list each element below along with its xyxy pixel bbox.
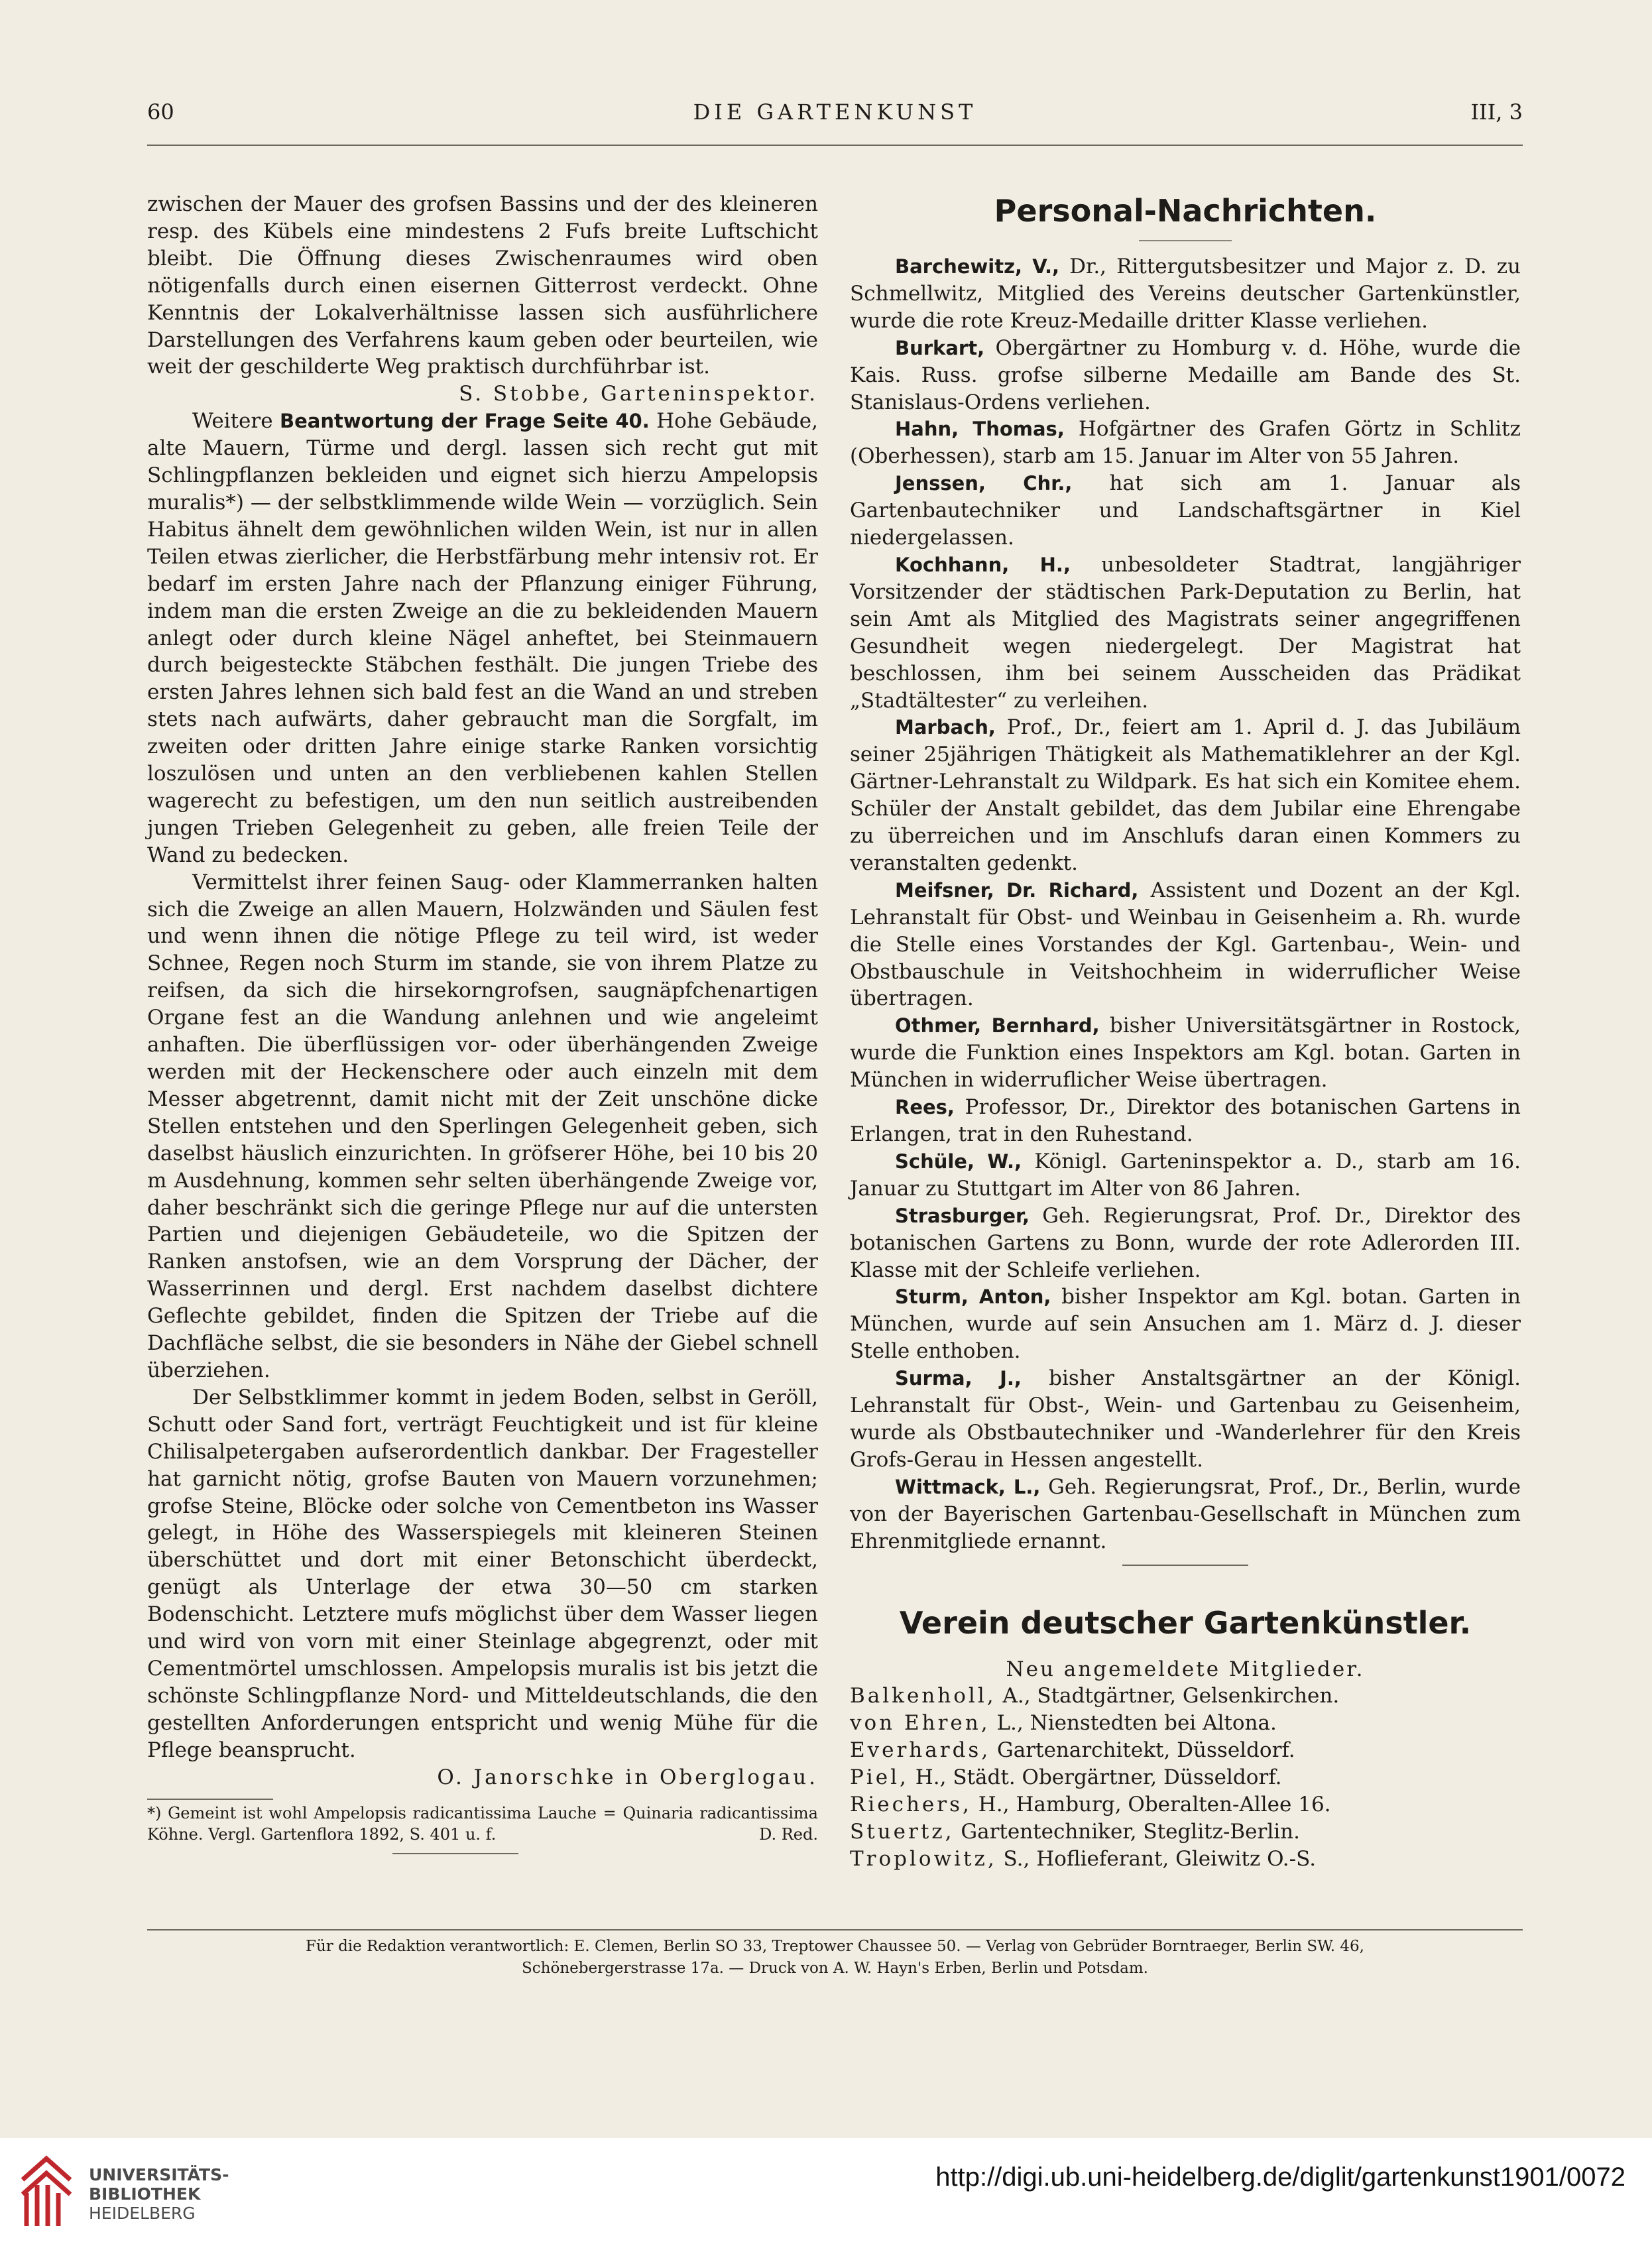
entry-name: Hahn, Thomas, [895, 418, 1065, 441]
paragraph [147, 408, 818, 868]
entry-name: Piel, [850, 1765, 909, 1790]
signature: S. Stobbe, Garteninspektor. [459, 382, 818, 406]
entry-name: Strasburger, [895, 1204, 1030, 1227]
entry [850, 1764, 1521, 1791]
entry [850, 1737, 1521, 1764]
entry-name: Troplowitz, [850, 1846, 997, 1871]
entry-name: Wittmack, L., [895, 1475, 1041, 1498]
entry-text: bisher Inspektor am Kgl. botan. Garten in München, wurde auf sein Ansuchen am 1. März d. J. dieser Stelle enthoben. [850, 1285, 1521, 1364]
entry [850, 1683, 1521, 1710]
entry [850, 1203, 1521, 1284]
entry-text: Gartenarchitekt, Düsseldorf. [997, 1738, 1295, 1763]
text: Hohe Gebäude, alte Mauern, Türme und dergl. lassen sich recht gut mit Schlingpflanzen bekleiden und eignet sich hierzu Ampelopsis muralis*) — der selbstklimmende wilde Wein — vorzüglich. Sein Habitus ähnelt dem gewöhnlichen wilden Wein, ist nur in allen Teilen etwas zierlicher, die Herbstfärbung mehr intensiv rot. Er bedarf im ersten Jahre nach der Pflanzung einiger Führung, indem man die ersten Zweige an die zu bekleidenden Mauern anlegt oder durch kleine Nägel anheftet, bei Steinmauern durch beigesteckte Stäbchen festhält. Die jungen Triebe des ersten Jahres lehnen sich bald fest an die Wand an und streben stets nach aufwärts, daher gebraucht man die Sorgfalt, im zweiten oder dritten Jahre einige starke Ranken vorsichtig loszulösen und unten an den verbliebenen kahlen Stellen wagerecht zu befestigen, um den nun seitlich austreibenden jungen Trieben Gelegenheit zu geben, alle freien Teile der Wand zu bedecken. [147, 409, 818, 867]
library-logo-icon [17, 2153, 74, 2229]
entry-text: Geh. Regierungsrat, Prof., Dr., Berlin, wurde von der Bayerischen Gartenbau-Gesellschaft in München zum Ehrenmitgliede ernannt. [850, 1474, 1521, 1553]
entry-text: L., Nienstedten bei Altona. [996, 1711, 1277, 1736]
footnote-end-rule [392, 1853, 518, 1854]
entry-name: Schüle, W., [895, 1150, 1022, 1173]
footnote-rule [147, 1799, 273, 1800]
personal-news-heading: Personal-Nachrichten. [994, 193, 1377, 229]
member-list [850, 1683, 1521, 1872]
entry [850, 416, 1521, 470]
entry-name: von Ehren, [850, 1711, 990, 1736]
entry-name: Sturm, Anton, [895, 1285, 1051, 1309]
new-members-subheading: Neu angemeldete Mitglieder. [1006, 1657, 1365, 1681]
divider [1122, 1565, 1248, 1566]
entry-text: A., Stadtgärtner, Gelsenkirchen. [1002, 1684, 1340, 1708]
entry [850, 1148, 1521, 1203]
entry-name: Meifsner, Dr. Richard, [895, 878, 1139, 902]
paragraph: Der Selbstklimmer kommt in jedem Boden, selbst in Geröll, Schutt oder Sand fort, verträgt Feuchtigkeit und ist für kleine Chilisalpetergaben aufserordentlich dankbar. Der Fragesteller hat garnicht nötig, grofse Bauten von Mauern vorzunehmen; grofse Steine, Blöcke oder solche von Cementbeton ins Wasser gelegt, in Höhe des Wasserspiegels mit kleineren Steinen überschüttet und dort mit einer Betonschicht überdeckt, genügt als Unterlage der etwa 30—50 cm starken Bodenschicht. Letztere mufs möglichst über dem Wasser liegen und wird von vorn mit einer Steinlage abgegrenzt, oder mit Cementmörtel umschlossen. Ampelopsis muralis ist bis jetzt die schönste Schlingpflanze Nord- und Mitteldeutschlands, die den gestellten Anforderungen entspricht und wenig Mühe für die Pflege beansprucht. [147, 1385, 818, 1762]
entry-name: Jenssen, Chr., [895, 472, 1073, 495]
entry-text: Königl. Garteninspektor a. D., starb am 16. Januar zu Stuttgart im Alter von 86 Jahren. [850, 1149, 1521, 1201]
entry-text: H., Hamburg, Oberalten-Allee 16. [978, 1793, 1331, 1817]
volume-number: III, 3 [1470, 99, 1523, 125]
entry-text: Geh. Regierungsrat, Prof. Dr., Direktor des botanischen Gartens zu Bonn, wurde der rote Adlerorden III. Klasse mit der Schleife verliehen. [850, 1203, 1521, 1282]
page-number: 60 [147, 99, 174, 125]
entry [850, 335, 1521, 416]
personal-news-list [850, 253, 1521, 1555]
entry [850, 1012, 1521, 1094]
entry-name: Marbach, [895, 716, 996, 739]
signature: O. Janorschke in Oberglogau. [437, 1765, 818, 1789]
footnote-text: *) Gemeint ist wohl Ampelopsis radicantissima Lauche = Quinaria radicantissima Köhne. Vergl. Gartenflora 1892, S. 401 u. f. [147, 1804, 818, 1844]
imprint-line: Für die Redaktion verantwortlich: E. Clemen, Berlin SO 33, Treptower Chaussee 50. — Verlag von Gebrüder Borntraeger, Berlin SW. 46, [306, 1938, 1364, 1955]
entry-text: Assistent und Dozent an der Kgl. Lehranstalt für Obst- und Weinbau in Geisenheim a. Rh. wurde die Stelle eines Vorstandes der Kgl. Gartenbau-, Wein- und Obstbauschule in Veitshochheim in widerruflicher Weise übertragen. [850, 878, 1521, 1011]
left-column [147, 191, 818, 1857]
entry [850, 1474, 1521, 1555]
running-header [147, 99, 1523, 133]
entry [850, 1818, 1521, 1846]
library-name [89, 2165, 229, 2223]
entry-text: Obergärtner zu Homburg v. d. Höhe, wurde die Kais. Russ. grofse silberne Medaille am Bande des St. Stanislaus-Ordens verliehen. [850, 335, 1521, 414]
entry-text: hat sich am 1. Januar als Gartenbautechniker und Landschaftsgärtner in Kiel niedergelassen. [850, 471, 1521, 550]
paragraph: Vermittelst ihrer feinen Saug- oder Klammerranken halten sich die Zweige an allen Mauern, Holzwänden und Säulen fest und wenn ihnen die nötige Pflege zu teil wird, ist weder Schnee, Regen noch Sturm im stande, sie von ihrem Platze zu reifsen, da sich die hirsekorngrofsen, saugnäpfchenartigen Organe fest an die Wandung anlehnen und wie angeleimt anhaften. Die überflüssigen vor- oder überhängenden Zweige werden mit der Heckenschere oder auch einzeln mit dem Messer abgetrennt, damit nicht mit der Zeit unschöne dicke Stellen entstehen und den Sperlingen Gelegenheit geben, sich daselbst häuslich einzurichten. In gröfserer Höhe, bei 10 bis 20 m Ausdehnung, kommen sehr selten überhängende Zweige vor, daher beschränkt sich die geringe Pflege nur auf die untersten Partien und diejenigen Gebäudeteile, wo die Spitzen der Ranken anstofsen, wie an dem Vorsprung der Dächer, der Wasserrinnen und dergl. Erst nachdem daselbst dichtere Geflechte gebildet, finden die Spitzen der Triebe auf die Dachfläche selbst, die sie besonders in Nähe der Giebel schnell überziehen. [147, 870, 818, 1382]
library-name-line: HEIDELBERG [89, 2204, 196, 2223]
entry-text: Hofgärtner des Grafen Görtz in Schlitz (Oberhessen), starb am 15. Januar im Alter von 55 Jahren. [850, 417, 1521, 469]
entry-text: Prof., Dr., feiert am 1. April d. J. das Jubiläum seiner 25jährigen Thätigkeit als Mathematiklehrer an der Kgl. Gärtner-Lehranstalt zu Wildpark. Es hat sich ein Komitee ehem. Schüler der Anstalt gebildet, das dem Jubilar eine Ehrengabe zu überreichen und im Anschlufs daran einen Kommers zu veranstalten gedenkt. [850, 715, 1521, 875]
entry-text: Gartentechniker, Steglitz-Berlin. [961, 1819, 1300, 1844]
text: Weitere [192, 409, 273, 434]
entry-text: Professor, Dr., Direktor des botanischen Gartens in Erlangen, trat in den Ruhestand. [850, 1095, 1521, 1146]
imprint [147, 1936, 1523, 1980]
divider [1139, 240, 1232, 241]
entry-name: Surma, J., [895, 1367, 1022, 1390]
entry-text: H., Städt. Obergärtner, Düsseldorf. [915, 1765, 1282, 1790]
imprint-line: Schönebergerstrasse 17a. — Druck von A. W. Hayn's Erben, Berlin und Potsdam. [522, 1960, 1148, 1977]
footnote-signature: D. Red. [759, 1825, 818, 1844]
entry-name: Rees, [895, 1096, 955, 1119]
journal-title: DIE GARTENKUNST [693, 99, 977, 125]
entry [850, 1846, 1521, 1873]
entry-name: Burkart, [895, 336, 985, 359]
paragraph: zwischen der Mauer des grofsen Bassins und der des kleineren resp. des Kübels eine mindestens 2 Fufs breite Luftschicht bleibt. Die Öffnung dieses Zwischenraumes wird oben nötigenfalls durch einen eisernen Gitterrost verdeckt. Ohne Kenntnis der Lokalverhältnisse lassen sich ausführlichere Darstellungen des Verfahrens kaum geben oder beurteilen, wie weit der geschilderte Weg praktisch durchführbar ist. [147, 192, 818, 379]
entry [850, 714, 1521, 876]
entry [850, 552, 1521, 714]
header-rule [147, 145, 1523, 146]
entry [850, 253, 1521, 335]
entry-name: Barchewitz, V., [895, 255, 1059, 278]
library-name-line: BIBLIOTHEK [89, 2184, 201, 2204]
right-column [850, 191, 1521, 1873]
entry [850, 470, 1521, 552]
verein-heading: Verein deutscher Gartenkünstler. [899, 1604, 1472, 1641]
entry-text: bisher Anstaltsgärtner an der Königl. Lehranstalt für Obst-, Wein- und Gartenbau zu Geisenheim, wurde als Obstbautechniker und -Wanderlehrer für den Kreis Grofs-Gerau in Hessen angestellt. [850, 1366, 1521, 1472]
entry [850, 1094, 1521, 1148]
entry [850, 1791, 1521, 1818]
permalink-url[interactable]: http://digi.ub.uni-heidelberg.de/diglit/gartenkunst1901/0072 [935, 2163, 1625, 2192]
entry-name: Riechers, [850, 1793, 972, 1817]
entry-name: Stuertz, [850, 1819, 955, 1844]
question-reference: Beantwortung der Frage Seite 40. [279, 410, 650, 433]
entry-name: Othmer, Bernhard, [895, 1014, 1100, 1038]
entry-text: Dr., Rittergutsbesitzer und Major z. D. zu Schmellwitz, Mitglied des Vereins deutscher Gartenkünstler, wurde die rote Kreuz-Medaille dritter Klasse verliehen. [850, 255, 1521, 333]
entry-name: Balkenholl, [850, 1684, 996, 1708]
entry-name: Everhards, [850, 1738, 991, 1763]
entry [850, 877, 1521, 1013]
entry-text: S., Hoflieferant, Gleiwitz O.-S. [1003, 1846, 1317, 1871]
entry-text: bisher Universitätsgärtner in Rostock, wurde die Funktion eines Inspektors am Kgl. botan. Garten in München in widerruflicher Weise übertragen. [850, 1014, 1521, 1093]
footnote [147, 1803, 818, 1845]
entry-text: unbesoldeter Stadtrat, langjähriger Vorsitzender der städtischen Park-Deputation zu Berlin, hat sein Amt als Mitglied des Magistrats seiner angegriffenen Gesundheit wegen niedergelegt. Der Magistrat hat beschlossen, ihm bei seinem Ausscheiden das Prädikat „Stadtältester“ zu verleihen. [850, 552, 1521, 713]
entry [850, 1283, 1521, 1365]
library-footer [0, 2138, 1652, 2256]
entry [850, 1365, 1521, 1474]
entry [850, 1710, 1521, 1737]
imprint-rule [147, 1929, 1523, 1930]
entry-name: Kochhann, H., [895, 553, 1071, 576]
library-name-line: UNIVERSITÄTS- [89, 2165, 229, 2184]
